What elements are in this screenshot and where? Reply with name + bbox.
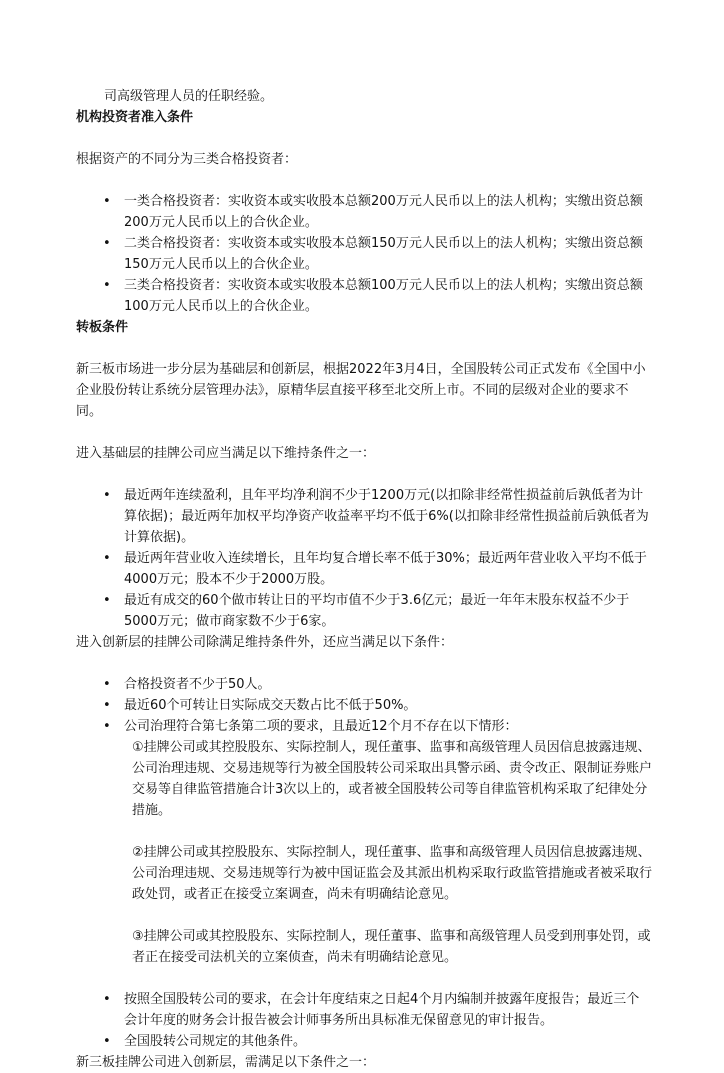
list-item bbox=[76, 674, 652, 695]
basic-layer-list bbox=[76, 485, 652, 632]
sub-condition-2: ②挂牌公司或其控股股东、实际控制人，现任董事、监事和高级管理人员因信息披露违规、公司治理违规、交易违规等行为被中国证监会及其派出机构采取行政监管措施或者被采取行政处罚，或者正在接受立案调查，尚未有明确结论意见。 bbox=[132, 845, 653, 902]
list-item bbox=[76, 275, 652, 317]
bullet-icon: • bbox=[103, 278, 111, 293]
list-item-text: 公司治理符合第七条第二项的要求，且最近12个月不存在以下情形： bbox=[124, 719, 518, 734]
list-item-text: 一类合格投资者：实收资本或实收股本总额200万元人民币以上的法人机构；实缴出资总额200万元人民币以上的合伙企业。 bbox=[124, 194, 643, 230]
bullet-icon: • bbox=[103, 593, 111, 608]
list-item bbox=[76, 1031, 652, 1052]
list-item-text: 按照全国股转公司的要求，在会计年度结束之日起4个月内编制并披露年度报告；最近三个会计年度的财务会计报告被会计师事务所出具标准无保留意见的审计报告。 bbox=[124, 992, 640, 1028]
continuation-text: 司高级管理人员的任职经验。 bbox=[104, 89, 274, 104]
list-item-text: 三类合格投资者：实收资本或实收股本总额100万元人民币以上的法人机构；实缴出资总额100万元人民币以上的合伙企业。 bbox=[124, 278, 643, 314]
innovation-layer-list bbox=[76, 674, 652, 737]
list-item bbox=[76, 716, 652, 737]
sub-condition-1: ①挂牌公司或其控股股东、实际控制人，现任董事、监事和高级管理人员因信息披露违规、公司治理违规、交易违规等行为被全国股转公司采取出具警示函、责令改正、限制证券账户交易等自律监管措施合计3次以上的，或者被全国股转公司等自律监管机构采取了纪律处分措施。 bbox=[132, 740, 653, 818]
list-item-text: 二类合格投资者：实收资本或实收股本总额150万元人民币以上的法人机构；实缴出资总额150万元人民币以上的合伙企业。 bbox=[124, 236, 643, 272]
bullet-icon: • bbox=[103, 719, 111, 734]
list-item-text: 最近60个可转让日实际成交天数占比不低于50%。 bbox=[124, 698, 417, 713]
institutional-intro: 根据资产的不同分为三类合格投资者： bbox=[76, 152, 298, 167]
bullet-icon: • bbox=[103, 488, 111, 503]
list-item bbox=[76, 590, 652, 632]
list-item-text: 全国股转公司规定的其他条件。 bbox=[124, 1034, 307, 1049]
list-item bbox=[76, 191, 652, 233]
sub-condition-3: ③挂牌公司或其控股股东、实际控制人，现任董事、监事和高级管理人员受到刑事处罚，或者正在接受司法机关的立案侦查，尚未有明确结论意见。 bbox=[132, 929, 651, 965]
bullet-icon: • bbox=[103, 698, 111, 713]
institutional-investor-list bbox=[76, 191, 652, 317]
list-item bbox=[76, 548, 652, 590]
document-page bbox=[76, 86, 652, 1073]
bullet-icon: • bbox=[103, 992, 111, 1007]
list-item bbox=[76, 695, 652, 716]
list-item bbox=[76, 485, 652, 548]
list-item-text: 最近有成交的60个做市转让日的平均市值不少于3.6亿元；最近一年年末股东权益不少于5000万元；做市商家数不少于6家。 bbox=[124, 593, 630, 629]
bullet-icon: • bbox=[103, 1034, 111, 1049]
transfer-paragraph: 新三板市场进一步分层为基础层和创新层，根据2022年3月4日，全国股转公司正式发布《全国中小企业股份转让系统分层管理办法》，原精华层直接平移至北交所上市。不同的层级对企业的要求不同。 bbox=[76, 362, 646, 419]
innovation-layer-intro: 进入创新层的挂牌公司除满足维持条件外，还应当满足以下条件： bbox=[76, 635, 454, 650]
transfer-board-heading: 转板条件 bbox=[76, 320, 129, 335]
list-item-text: 最近两年连续盈利，且年平均净利润不少于1200万元(以扣除非经常性损益前后孰低者为计算依据)；最近两年加权平均净资产收益率平均不低于6%(以扣除非经常性损益前后孰低者为计算依据)。 bbox=[124, 488, 649, 545]
list-item-text: 最近两年营业收入连续增长，且年均复合增长率不低于30%；最近两年营业收入平均不低于4000万元；股本不少于2000万股。 bbox=[124, 551, 647, 587]
basic-layer-intro: 进入基础层的挂牌公司应当满足以下维持条件之一： bbox=[76, 446, 376, 461]
bullet-icon: • bbox=[103, 551, 111, 566]
bullet-icon: • bbox=[103, 236, 111, 251]
institutional-investor-heading: 机构投资者准入条件 bbox=[76, 110, 194, 125]
innovation-layer-list-continued bbox=[76, 989, 652, 1052]
final-line: 新三板挂牌公司进入创新层，需满足以下条件之一： bbox=[76, 1055, 376, 1070]
list-item bbox=[76, 989, 652, 1031]
bullet-icon: • bbox=[103, 194, 111, 209]
list-item-text: 合格投资者不少于50人。 bbox=[124, 677, 271, 692]
list-item bbox=[76, 233, 652, 275]
bullet-icon: • bbox=[103, 677, 111, 692]
